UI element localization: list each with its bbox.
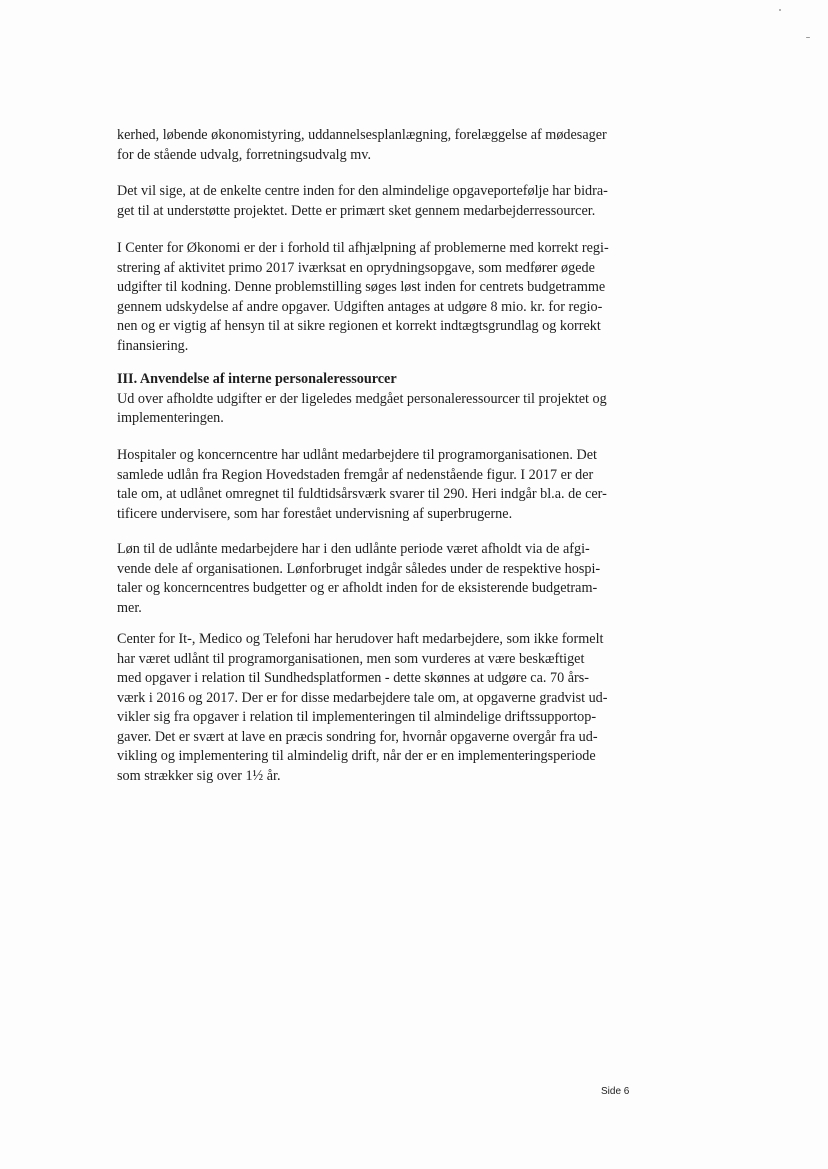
paragraph-6 [117, 540, 637, 618]
text-line: som strækker sig over 1½ år. [117, 767, 281, 784]
paragraph-1 [117, 126, 637, 165]
text-line: gennem udskydelse af andre opgaver. Udgiften antages at udgøre 8 mio. kr. for regio- [117, 298, 603, 315]
text-line: Center for It-, Medico og Telefoni har herudover haft medarbejdere, som ikke formelt [117, 631, 604, 647]
page-number: Side 6 [601, 1086, 630, 1097]
text-line: værk i 2016 og 2017. Der er for disse medarbejdere tale om, at opgaverne gradvist ud- [117, 689, 608, 706]
text-line: taler og koncerncentres budgetter og er afholdt inden for de eksisterende budgetram- [117, 580, 598, 596]
section-heading: III. Anvendelse af interne personaleressourcer [117, 371, 397, 387]
text-line: Ud over afholdte udgifter er der ligeledes medgået personaleressourcer til projektet og [117, 390, 607, 407]
text-line: strering af aktivitet primo 2017 iværksat en oprydningsopgave, som medfører øgede [117, 259, 595, 276]
paragraph-2 [117, 182, 637, 221]
paragraph-7 [117, 630, 637, 786]
text-line: vende dele af organisationen. Lønforbruget indgår således under de respektive hospi- [117, 560, 601, 577]
paragraph-5 [117, 446, 637, 524]
text-line: nen og er vigtig af hensyn til at sikre regionen et korrekt indtægtsgrundlag og korrekt [117, 318, 601, 334]
text-line: for de stående udvalg, forretningsudvalg mv. [117, 146, 371, 163]
text-line: kerhed, løbende økonomistyring, uddannelsesplanlægning, forelæggelse af mødesager [117, 127, 607, 143]
section-3 [117, 370, 637, 429]
scan-artifact [779, 9, 781, 11]
text-line: har været udlånt til programorganisationen, men som vurderes at være beskæftiget [117, 650, 585, 667]
text-line: tale om, at udlånet omregnet til fuldtidsårsværk svarer til 290. Heri indgår bl.a. de cer- [117, 486, 607, 502]
text-line: mer. [117, 599, 142, 616]
text-line: udgifter til kodning. Denne problemstilling søges løst inden for centrets budgetramme [117, 279, 606, 295]
text-line: vikling og implementering til almindelig drift, når der er en implementeringsperiode [117, 748, 596, 764]
scan-artifact [806, 37, 810, 38]
text-line: I Center for Økonomi er der i forhold til afhjælpning af problemerne med korrekt regi- [117, 240, 609, 256]
text-line: get til at understøtte projektet. Dette er primært sket gennem medarbejderressourcer. [117, 202, 596, 219]
text-line: tificere undervisere, som har forestået undervisning af superbrugerne. [117, 505, 513, 522]
text-line: Hospitaler og koncerncentre har udlånt medarbejdere til programorganisationen. Det [117, 447, 597, 463]
text-line: med opgaver i relation til Sundhedsplatformen - dette skønnes at udgøre ca. 70 års- [117, 670, 589, 686]
text-line: implementeringen. [117, 410, 224, 426]
text-line: vikler sig fra opgaver i relation til implementeringen til almindelige driftssupportop- [117, 709, 597, 725]
text-line: finansiering. [117, 337, 189, 354]
text-line: gaver. Det er svært at lave en præcis sondring for, hvornår opgaverne overgår fra ud- [117, 728, 598, 745]
text-line: samlede udlån fra Region Hovedstaden fremgår af nedenstående figur. I 2017 er der [117, 466, 594, 483]
paragraph-3 [117, 239, 637, 356]
text-line: Det vil sige, at de enkelte centre inden for den almindelige opgaveportefølje har bidra- [117, 183, 608, 199]
text-line: Løn til de udlånte medarbejdere har i den udlånte periode været afholdt via de afgi- [117, 541, 590, 557]
